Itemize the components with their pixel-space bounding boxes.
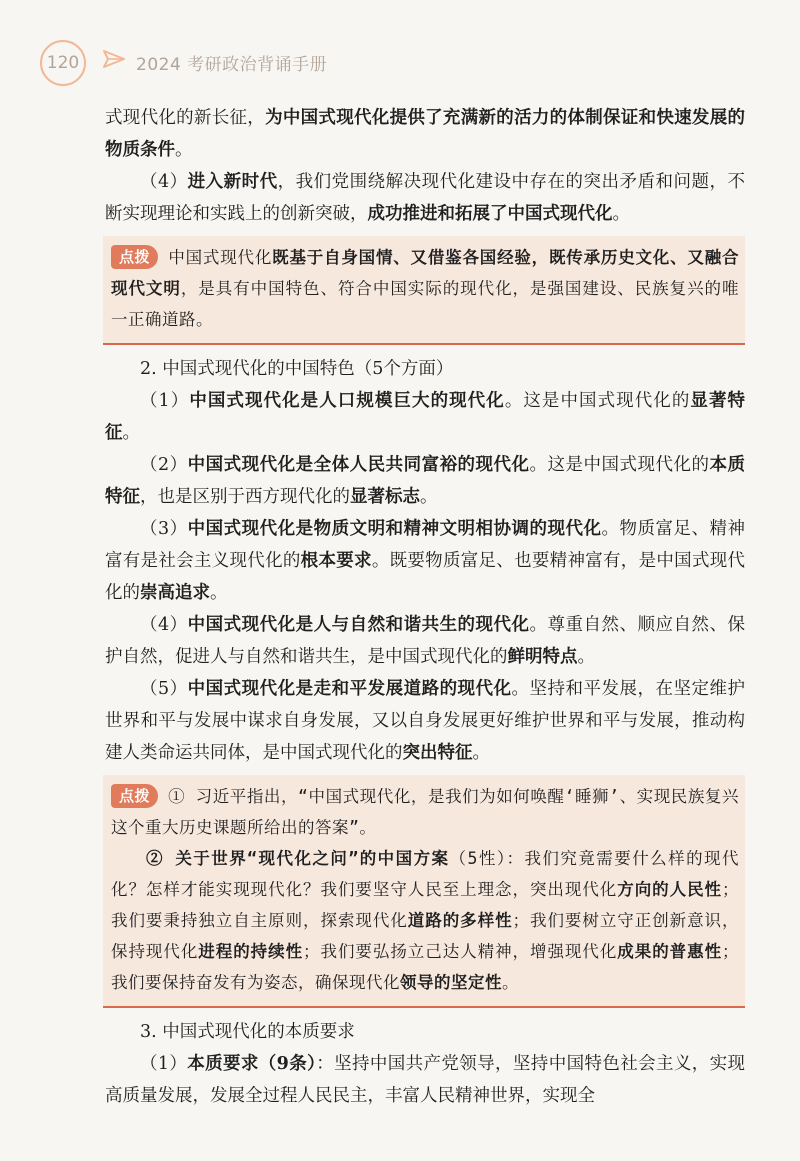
text: （1） <box>140 1054 188 1074</box>
text: 。 <box>122 423 140 443</box>
bold-text: 成功推进和拓展了中国式现代化 <box>367 204 613 224</box>
tip-badge: 点拨 <box>111 245 158 269</box>
paragraph <box>105 385 745 449</box>
page-number: 120 <box>40 40 86 86</box>
bold-text: 领导的坚定性 <box>400 973 502 992</box>
bold-text: 成果的普惠性 <box>617 942 723 961</box>
text: （4） <box>140 615 188 635</box>
paragraph <box>105 449 745 513</box>
paragraph <box>105 102 745 166</box>
text: 。这是中国式现代化的 <box>529 455 710 475</box>
text: ，是具有中国特色、符合中国实际的现代化，是强国建设、民族复兴的唯一正确道路。 <box>111 279 740 329</box>
text: （1） <box>140 391 190 411</box>
text: ；我们要秉持独立自主原则，探索现代化 <box>111 880 740 930</box>
text: 。既要物质富足、也要精神富有，是中国式现代化的 <box>105 551 746 603</box>
tip-text <box>111 781 739 843</box>
paragraph <box>105 609 745 673</box>
bold-text: 根本要求 <box>300 551 372 571</box>
text: ① 习近平指出，“中国式现代化，是我们为如何唤醒‘睡狮’、实现民族复兴这个重大历史课题所给出的答案”。 <box>111 787 739 837</box>
bold-text: 进程的持续性 <box>198 942 304 961</box>
paragraph <box>105 166 745 230</box>
text: 。 <box>420 487 438 507</box>
tip-text <box>111 242 739 335</box>
paragraph <box>105 1048 745 1112</box>
text: ，也是区别于西方现代化的 <box>140 487 350 507</box>
text: ；我们要保持奋发有为姿态，确保现代化 <box>111 942 740 992</box>
bold-text: 本质特征 <box>105 455 746 507</box>
text: ；我们要弘扬立己达人精神，增强现代化 <box>303 942 618 961</box>
section-title: 2. 中国式现代化的中国特色（5个方面） <box>140 359 454 379</box>
bold-text: 崇高追求 <box>140 583 210 603</box>
tip-box <box>103 236 745 345</box>
paragraph <box>105 513 745 609</box>
text: 中国式现代化 <box>168 248 273 267</box>
bold-text: 道路的多样性 <box>407 911 513 930</box>
text: （5性）：我们究竟需要什么样的现代化？怎样才能实现现代化？我们要坚守人民至上理念，突出现代化 <box>111 849 739 899</box>
book-title: 2024 考研政治背诵手册 <box>136 55 328 75</box>
bold-text: 方向的人民性 <box>617 880 723 899</box>
text: （4） <box>140 172 188 192</box>
text: ；我们要树立守正创新意识，保持现代化 <box>111 911 740 961</box>
text: 。 <box>502 973 519 992</box>
text: 式现代化的新长征， <box>105 108 266 128</box>
bold-text: 显著特征 <box>105 391 746 443</box>
section-title: 3. 中国式现代化的本质要求 <box>140 1022 355 1042</box>
text: （3） <box>140 519 188 539</box>
bold-text: ② 关于世界“现代化之问”的中国方案 <box>146 849 450 868</box>
text: 。这是中国式现代化的 <box>504 391 691 411</box>
bold-text: 本质要求（9条） <box>187 1054 317 1074</box>
text: 。 <box>175 140 193 160</box>
page-header <box>40 40 740 82</box>
text: 。尊重自然、顺应自然、保护自然，促进人与自然和谐共生，是中国式现代化的 <box>105 615 745 667</box>
text: 。 <box>612 204 630 224</box>
bold-text: 中国式现代化是物质文明和精神文明相协调的现代化 <box>187 519 602 539</box>
bold-text: 既基于自身国情、又借鉴各国经验，既传承历史文化、又融合现代文明 <box>111 248 740 298</box>
bold-text: 显著标志 <box>350 487 420 507</box>
paper-plane-icon <box>102 48 126 70</box>
text: ：坚持中国共产党领导，坚持中国特色社会主义，实现高质量发展，发展全过程人民民主，丰富人民精神世界，实现全 <box>105 1054 745 1106</box>
tip-box <box>103 775 745 1008</box>
text: （2） <box>140 455 188 475</box>
bold-text: 中国式现代化是人口规模巨大的现代化 <box>189 391 505 411</box>
text: （5） <box>140 679 188 699</box>
text: 。 <box>577 647 595 667</box>
bold-text: 中国式现代化是全体人民共同富裕的现代化 <box>187 455 530 475</box>
bold-text: 突出特征 <box>402 743 473 763</box>
bold-text: 为中国式现代化提供了充满新的活力的体制保证和快速发展的物质条件 <box>105 108 746 160</box>
bold-text: 进入新时代 <box>187 172 278 192</box>
tip-text <box>111 843 739 998</box>
tip-badge: 点拨 <box>111 784 158 808</box>
text: 。物质富足、精神富有是社会主义现代化的 <box>105 519 746 571</box>
text: 。 <box>210 583 228 603</box>
paragraph <box>105 673 745 769</box>
text: ，我们党围绕解决现代化建设中存在的突出矛盾和问题，不断实现理论和实践上的创新突破， <box>105 172 746 224</box>
page-content <box>105 102 745 1112</box>
bold-text: 中国式现代化是走和平发展道路的现代化 <box>187 679 512 699</box>
bold-text: 中国式现代化是人与自然和谐共生的现代化 <box>187 615 530 635</box>
bold-text: 鲜明特点 <box>507 647 578 667</box>
text: 。 <box>472 743 490 763</box>
text: 。坚持和平发展，在坚定维护世界和平与发展中谋求自身发展，又以自身发展更好维护世界和平与发展，推动构建人类命运共同体，是中国式现代化的 <box>105 679 745 763</box>
